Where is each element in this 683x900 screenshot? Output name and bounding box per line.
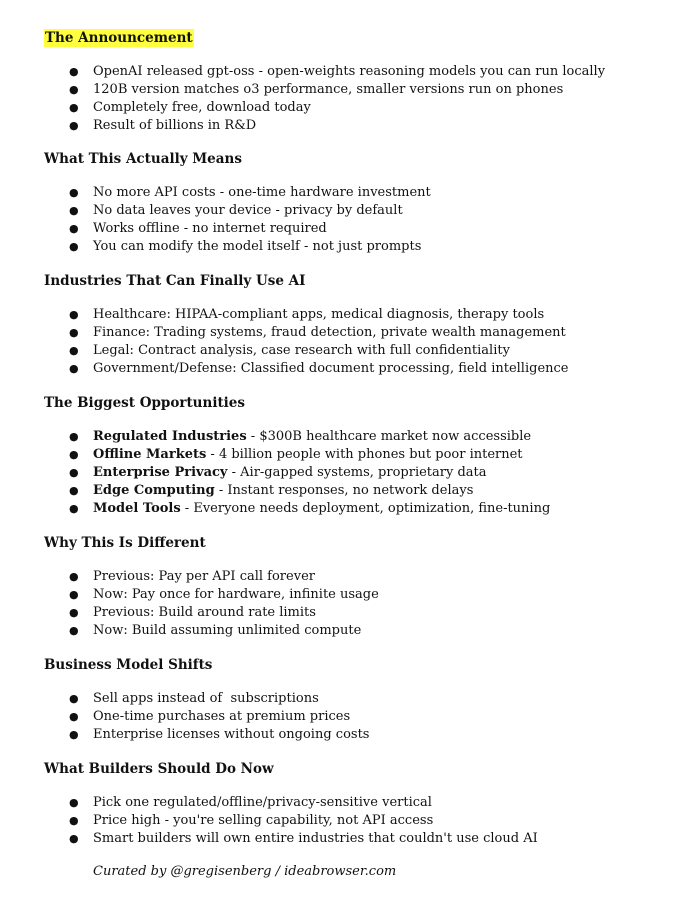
bullet-icon: ● [69, 570, 79, 583]
list-item [0, 360, 568, 378]
list-item-text: No data leaves your device - privacy by default [93, 203, 403, 218]
list-item [0, 500, 550, 518]
list-item [0, 324, 568, 342]
list-item-text: OpenAI released gpt-oss - open-weights reasoning models you can run locally [93, 64, 606, 79]
section-heading: The Biggest Opportunities [44, 395, 245, 411]
bullet-icon: ● [69, 204, 79, 217]
list-item [0, 690, 369, 708]
list-item-bold: Enterprise Privacy [93, 465, 228, 480]
list-item [0, 306, 568, 324]
bullet-list [0, 568, 379, 640]
bullet-icon: ● [69, 466, 79, 479]
list-item-text: Pick one regulated/offline/privacy-sensitive vertical [93, 795, 432, 810]
bullet-icon: ● [69, 308, 79, 321]
list-item [0, 812, 538, 830]
list-item [0, 428, 550, 446]
list-item-text: Completely free, download today [93, 100, 311, 115]
list-item-text: Works offline - no internet required [93, 221, 327, 236]
bullet-icon: ● [69, 101, 79, 114]
list-item [0, 586, 379, 604]
bullet-icon: ● [69, 484, 79, 497]
list-item-text: You can modify the model itself - not just prompts [93, 239, 422, 254]
list-item [0, 568, 379, 586]
bullet-list [0, 794, 538, 848]
list-item [0, 99, 605, 117]
footer-credit: Curated by @gregisenberg / ideabrowser.com [93, 864, 397, 879]
list-item-text: Finance: Trading systems, fraud detection, private wealth management [93, 325, 566, 340]
list-item [0, 604, 379, 622]
list-item-text: Smart builders will own entire industries that couldn't use cloud AI [93, 831, 538, 846]
list-item [0, 342, 568, 360]
section-heading: Why This Is Different [44, 535, 206, 551]
list-item [0, 726, 369, 744]
section-heading: The Announcement [45, 30, 193, 46]
list-item [0, 63, 605, 81]
list-item-text: Previous: Pay per API call forever [93, 569, 315, 584]
list-item-text: Result of billions in R&D [93, 118, 257, 133]
list-item-text: Enterprise licenses without ongoing costs [93, 727, 370, 742]
list-item-bold: Model Tools [93, 501, 181, 516]
bullet-icon: ● [69, 186, 79, 199]
bullet-list [0, 184, 431, 256]
list-item-text: Sell apps instead of subscriptions [93, 691, 319, 706]
list-item [0, 794, 538, 812]
list-item [0, 446, 550, 464]
section-heading: What Builders Should Do Now [44, 761, 274, 777]
list-item [0, 184, 431, 202]
bullet-icon: ● [69, 326, 79, 339]
bullet-icon: ● [69, 796, 79, 809]
list-item [0, 622, 379, 640]
list-item [0, 464, 550, 482]
list-item-text: - Everyone needs deployment, optimization, fine-tuning [180, 501, 551, 516]
bullet-icon: ● [69, 65, 79, 78]
list-item-text: One-time purchases at premium prices [93, 709, 351, 724]
list-item-bold: Offline Markets [93, 447, 207, 462]
bullet-icon: ● [69, 624, 79, 637]
list-item [0, 708, 369, 726]
list-item-text: Legal: Contract analysis, case research with full confidentiality [93, 343, 510, 358]
list-item-text: - Air-gapped systems, proprietary data [227, 465, 487, 480]
bullet-list [0, 690, 369, 744]
list-item [0, 830, 538, 848]
bullet-icon: ● [69, 119, 79, 132]
bullet-icon: ● [69, 710, 79, 723]
section-heading: Business Model Shifts [44, 657, 213, 673]
list-item [0, 81, 605, 99]
list-item-text: 120B version matches o3 performance, smaller versions run on phones [93, 82, 564, 97]
list-item-text: Government/Defense: Classified document processing, field intelligence [93, 361, 569, 376]
bullet-icon: ● [69, 430, 79, 443]
list-item [0, 202, 431, 220]
bullet-icon: ● [69, 362, 79, 375]
bullet-icon: ● [69, 222, 79, 235]
bullet-icon: ● [69, 240, 79, 253]
list-item-text: - Instant responses, no network delays [214, 483, 474, 498]
list-item [0, 482, 550, 500]
bullet-icon: ● [69, 588, 79, 601]
bullet-icon: ● [69, 448, 79, 461]
list-item [0, 238, 431, 256]
bullet-icon: ● [69, 83, 79, 96]
list-item-bold: Regulated Industries [93, 429, 247, 444]
list-item-text: - $300B healthcare market now accessible [246, 429, 532, 444]
bullet-icon: ● [69, 344, 79, 357]
list-item [0, 220, 431, 238]
bullet-icon: ● [69, 502, 79, 515]
list-item [0, 117, 605, 135]
bullet-list [0, 428, 550, 518]
list-item-text: Previous: Build around rate limits [93, 605, 316, 620]
bullet-list [0, 63, 605, 135]
list-item-text: Now: Build assuming unlimited compute [93, 623, 362, 638]
list-item-bold: Edge Computing [93, 483, 215, 498]
list-item-text: Now: Pay once for hardware, infinite usage [93, 587, 379, 602]
bullet-list [0, 306, 568, 378]
list-item-text: Healthcare: HIPAA-compliant apps, medical diagnosis, therapy tools [93, 307, 545, 322]
bullet-icon: ● [69, 814, 79, 827]
list-item-text: Price high - you're selling capability, not API access [93, 813, 434, 828]
section-heading: What This Actually Means [44, 151, 242, 167]
bullet-icon: ● [69, 606, 79, 619]
section-heading: Industries That Can Finally Use AI [44, 273, 306, 289]
list-item-text: - 4 billion people with phones but poor internet [206, 447, 523, 462]
bullet-icon: ● [69, 832, 79, 845]
bullet-icon: ● [69, 692, 79, 705]
list-item-text: No more API costs - one-time hardware investment [93, 185, 431, 200]
bullet-icon: ● [69, 728, 79, 741]
